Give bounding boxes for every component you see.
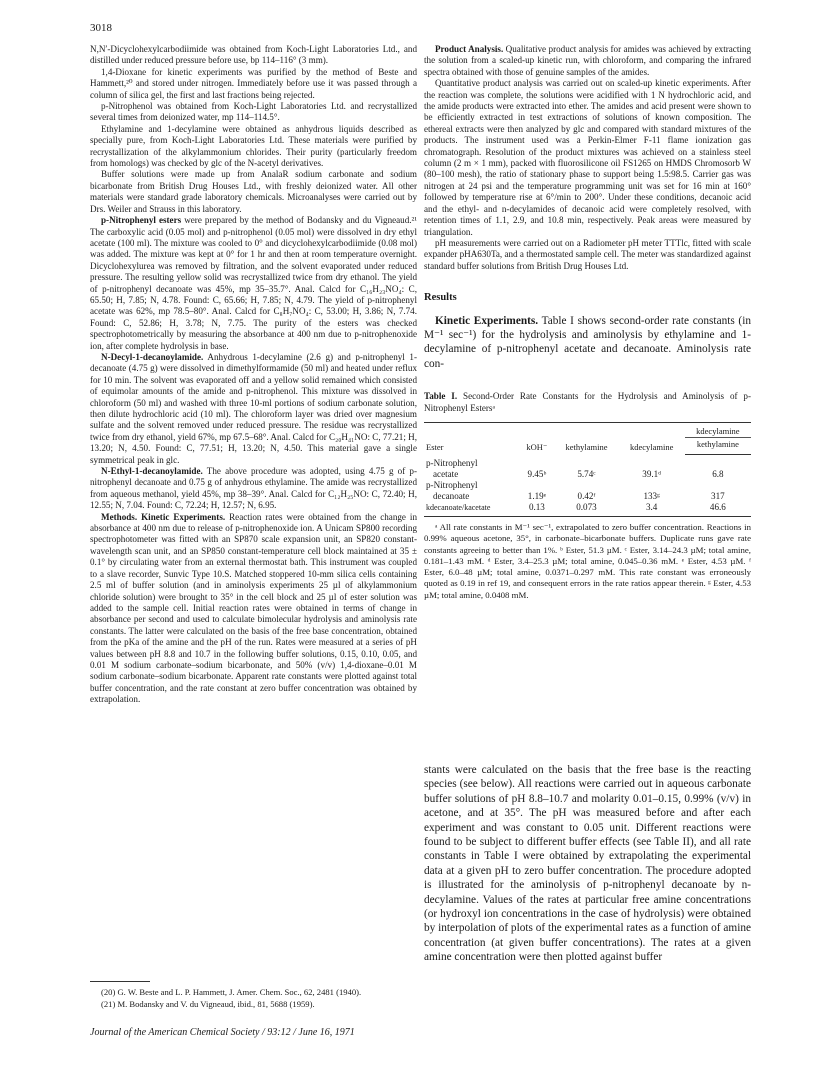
table-caption-text: Second-Order Rate Constants for the Hydrolysis and Aminolysis of p-Nitrophenyl Estersᵃ <box>424 391 752 413</box>
paragraph-body: Anhydrous 1-decylamine (2.6 g) and p-nitrophenyl 1-decanoate (4.75 g) were dissolved in dimethylformamide (50 ml) and heated under reflux for 10 min. The solvent was evaporated off and a yellow solid remained which consisted of equimolar amounts of the amide and p-nitrophenol. This mixture was dissolved in chloroform (50 ml) and washed with three 10-ml portions of sodium carbonate solution, then dilute hydrochloric acid (10 ml). The chloroform layer was dried over magnesium sulfate and the solvent removed under reduced pressure. The residue was recrystallized twice from dry ethanol, yield 67%, mp 67.5–68°. Anal. Calcd for C₂₀H₄₁NO: C, 77.21; H, 13.20; N, 4.50. Found: C, 77.51; H, 13.20; N, 4.50. This material gave a single symmetrical peak in glc. <box>90 351 417 465</box>
paragraph <box>90 466 417 512</box>
paragraph: 1,4-Dioxane for kinetic experiments was purified by the method of Beste and Hammett,²⁰ and stored under nitrogen. Immediately before use it was passed through a column of silica gel, the first and last fractions being rejected. <box>90 66 417 100</box>
table-header-kethylamine: kethylamine <box>554 422 618 454</box>
table-cell: p-Nitrophenyl <box>426 480 478 491</box>
run-in-heading: p-Nitrophenyl esters <box>101 215 182 226</box>
paragraph-body: Table I shows second-order rate constants (in M⁻¹ sec⁻¹) for the hydrolysis and aminolysis by ethylamine and 1-decylamine of p-nitrophenyl acetate and decanoate. Aminolysis rate con- <box>424 314 751 370</box>
paragraph <box>90 512 417 706</box>
table-cell: 46.6 <box>685 502 751 517</box>
table-cell: acetate <box>433 469 459 480</box>
table-cell: decanoate <box>433 491 470 502</box>
paragraph: Ethylamine and 1-decylamine were obtained as anhydrous liquids described as specially pure, from Koch-Light Laboratories Ltd. These materials were purified by recrystallization of the alkylammonium chlorides. Their purity (particularly freedom from homologs) was checked by glc of the N-acetyl derivatives. <box>90 123 417 169</box>
footnote: (20) G. W. Beste and L. P. Hammett, J. Amer. Chem. Soc., 62, 2481 (1940). <box>101 987 362 997</box>
footnotes <box>90 981 417 1010</box>
table-cell: 6.8 <box>712 469 724 480</box>
left-column <box>90 44 417 706</box>
paragraph <box>90 215 417 352</box>
table-row <box>424 502 751 517</box>
paragraph: p-Nitrophenol was obtained from Koch-Light Laboratories Ltd. and recrystallized several times from deionized water, mp 114–114.5°. <box>90 101 417 123</box>
page-number: 3018 <box>90 22 112 34</box>
footnote: (21) M. Bodansky and V. du Vigneaud, ibid., 81, 5688 (1959). <box>101 998 315 1009</box>
paragraph-body: Qualitative product analysis for amides was achieved by extracting the solution from a scaled-up kinetic run, with chloroform, and comparing the infrared spectra obtained with those of genuine samples of the amides. <box>424 44 751 77</box>
table-header-ratio-numerator: kdecylamine <box>685 422 751 437</box>
journal-footer: Journal of the American Chemical Society / 93:12 / June 16, 1971 <box>90 1027 355 1038</box>
run-in-heading: Kinetic Experiments. <box>435 314 539 327</box>
rate-constants-table <box>424 422 751 517</box>
run-in-heading: N-Decyl-1-decanoylamide. <box>101 351 204 362</box>
paragraph: stants were calculated on the basis that the free base is the reacting species (see below). All reactions were carried out in aqueous carbonate buffer solutions of pH 8.8–10.7 and molarity 0.01–0.15, 0.99% (v/v) in acetone, and at 35°. The pH was measured before and after each experiment and was constant to 0.05 unit. Different reactions were found to be subject to different buffer effects (see Table II), and all rate constants in Table I were obtained by extrapolating the experimental data at a given pH to zero buffer concentration. The procedure adopted is illustrated for the aminolysis of p-nitrophenyl decanoate by n-decylamine. Values of the rates at particular free amine concentrations (or hydroxyl ion concentrations in the case of hydrolysis) were obtained by interpolation of plots of the experimental rates as a function of amine concentration (at given buffer concentrations). The rates at a given amine concentration were then plotted against buffer <box>424 764 751 964</box>
paragraph: Buffer solutions were made up from AnalaR sodium carbonate and sodium bicarbonate from British Drug Houses Ltd., with freshly deionized water. All other materials were standard grade laboratory chemicals. Microanalyses were carried out by Drs. Weiler and Strauss in this laboratory. <box>90 169 417 214</box>
run-in-heading: Methods. Kinetic Experiments. <box>101 511 226 522</box>
table-cell: 9.45ᵇ <box>527 469 547 480</box>
table-cell: 0.073 <box>554 502 618 517</box>
table-header-ester: Ester <box>424 422 519 454</box>
table-cell: 317 <box>711 491 725 502</box>
table-caption <box>424 391 751 414</box>
paragraph-body: The above procedure was adopted, using 4.75 g of p-nitrophenyl decanoate and 0.75 g of anhydrous ethylamine. The amide was recrystallized from aqueous methanol, yield 45%, mp 38–39°. Anal. Calcd for C₁₂H₂₅NO: C, 72.40; H, 12.55; N, 7.04. Found: C, 72.24; H, 12.57; N, 6.95. <box>90 466 417 511</box>
table-cell: 5.74ᶜ <box>577 469 596 480</box>
paragraph-body: Reaction rates were obtained from the change in absorbance at 400 nm due to release of p-nitrophenoxide ion. A Unicam SP800 recording spectrophotometer was fitted with an SP870 scale expansion unit, an SP820 constant-wavelength scan unit, and an SP850 constant-temperature cell block maintained at 35 ± 0.1° by circulating water from an external thermostat bath. This instrument was coupled to a slave recorder, Sunvic Type 10.S. Matched stoppered 10-mm silica cells containing 2.5 ml of buffer solution (and in aminolysis experiments 25 µl of alkylammonium chloride solution) were brought to 35° in the cell block and 25 µl of ester solution was added to the sample cell. Initial reaction rates were obtained in terms of change in absorbance per second and used to calculate bimolecular hydrolysis and aminolysis rate constants. The latter were calculated on the basis of the free base concentration, obtained from the pKa of the amine and the pH of the run. Rates were measured at a series of pH values between pH 8.8 and 10.7 in the following buffer solutions, 0.15, 0.10, 0.05, and 0.01 M sodium carbonate–sodium bicarbonate, and 50% (v/v) 1,4-dioxane–0.01 M sodium carbonate–sodium bicarbonate. Apparent rate constants were plotted against total buffer concentration, and the rate constant at zero buffer concentration was obtained by extrapolation. <box>90 511 418 705</box>
paragraph: N,N′-Dicyclohexylcarbodiimide was obtained from Koch-Light Laboratories Ltd., and distilled under reduced pressure before use, bp 114–116° (3 mm). <box>90 44 417 66</box>
table-cell: 133ᵍ <box>643 491 660 502</box>
footnote-rule <box>90 981 150 982</box>
table-header-kdecylamine: kdecylamine <box>619 422 685 454</box>
table-cell: 3.4 <box>619 502 685 517</box>
paragraph <box>424 314 751 372</box>
table-row <box>424 454 751 469</box>
table-header-row <box>424 422 751 437</box>
table-cell: 0.42ᶠ <box>577 491 596 502</box>
paragraph-body: were prepared by the method of Bodansky and du Vigneaud.²¹ The carboxylic acid (0.05 mol) and p-nitrophenol (0.05 mol) were dissolved in dry ethyl acetate (100 ml). The mixture was cooled to 0° and dicyclohexylcarbodiimide (0.08 mol) was added. The mixture was kept at 0° for 1 hr and then at room temperature overnight. Dicyclohexylurea was removed by filtration, and the solvent evaporated under reduced pressure. The resulting yellow solid was recrystallized twice from dry ethanol. The yield of p-nitrophenyl decanoate was 45%, mp 35–35.7°. Anal. Calcd for C₁₆H₂₃NO₄: C, 65.50; H, 7.85; N, 4.78. Found: C, 65.66; H, 7.85; N, 4.79. The yield of p-nitrophenyl acetate was 62%, mp 78.5–80°. Anal. Calcd for C₈H₇NO₄: C, 53.00; H, 3.86; N, 7.74. Found: C, 52.86; H, 3.78; N, 7.75. The purity of the esters was checked spectrophotometrically by measuring the absorbance at 400 nm due to p-nitrophenoxide ion, after complete hydrolysis in base. <box>90 215 418 351</box>
run-in-heading: Product Analysis. <box>435 44 504 54</box>
table-cell: 1.19ᵉ <box>527 491 547 502</box>
paragraph <box>90 352 417 466</box>
table-cell: 0.13 <box>519 502 554 517</box>
table-cell: p-Nitrophenyl <box>426 458 478 469</box>
run-in-heading: N-Ethyl-1-decanoylamide. <box>101 466 203 477</box>
table-cell: kdecanoate/kacetate <box>424 502 519 517</box>
table-header-koh: kOH⁻ <box>519 422 554 454</box>
table-notes: ᵃ All rate constants in M⁻¹ sec⁻¹, extrapolated to zero buffer concentration. Reactions in 0.99% aqueous acetone, 35°, in carbonate–bicarbonate buffers. Duplicate runs gave rate constants agreeing to better than 1%. ᵇ Ester, 51.3 µM. ᶜ Ester, 3.14–24.3 µM; total amine, 0.181–1.43 mM. ᵈ Ester, 3.4–25.3 µM; total amine, 0.045–0.36 mM. ᵉ Ester, 4.53 µM. ᶠ Ester, 6.0–48 µM; total amine, 0.0371–0.297 mM. This rate constant was erroneously quoted as 0.19 in ref 19, and consequent errors in the rate ratios appear therein. ᵍ Ester, 4.53 µM; total amine, 0.0408 mM. <box>424 522 751 600</box>
right-column <box>424 44 751 601</box>
table-row <box>424 480 751 491</box>
results-continued <box>424 763 751 965</box>
paragraph: pH measurements were carried out on a Radiometer pH meter TTTlc, fitted with scale expander pHA630Ta, and a thermostated sample cell. The meter was standardized against standard buffer solutions from British Drug Houses Ltd. <box>424 237 751 271</box>
table-row <box>424 469 751 480</box>
results-heading: Results <box>424 292 457 304</box>
table-header-ratio-denominator: kethylamine <box>685 438 751 454</box>
table-row <box>424 491 751 502</box>
results-text <box>424 314 751 372</box>
table-cell: 39.1ᵈ <box>642 469 662 480</box>
table-label: Table I. <box>424 391 458 402</box>
paragraph <box>424 44 751 78</box>
paragraph: Quantitative product analysis was carried out on scaled-up kinetic experiments. After the reaction was complete, the solutions were acidified with 1 N hydrochloric acid, and the amide products were extracted into ether. The amides and acid present were shown to be efficiently extracted in test extractions of solutions of known composition. The ethereal extracts were then analyzed by glc and compared with standard mixtures of the products. The instrument used was a Perkin-Elmer F-11 flame ionization gas chromatograph. Resolution of the product mixtures was achieved on a stainless steel column (2 m × 1 mm), packed with fluorosilicone oil FS1265 on HMDS Chromosorb W (80–100 mesh), the ratio of stationary phase to support being 1.5:98.5. Carrier gas was nitrogen at 24 psi and the temperature programming unit was set for 16 min at 160° followed by temperature rise at 6°/min to 200°. Under these conditions, decanoic acid and the ethyl- and n-decylamides of decanoic acid were completely resolved, with retention times of 1.1, 2.9, and 10.8 min, respectively. Peak areas were measured by triangulation. <box>424 78 751 237</box>
